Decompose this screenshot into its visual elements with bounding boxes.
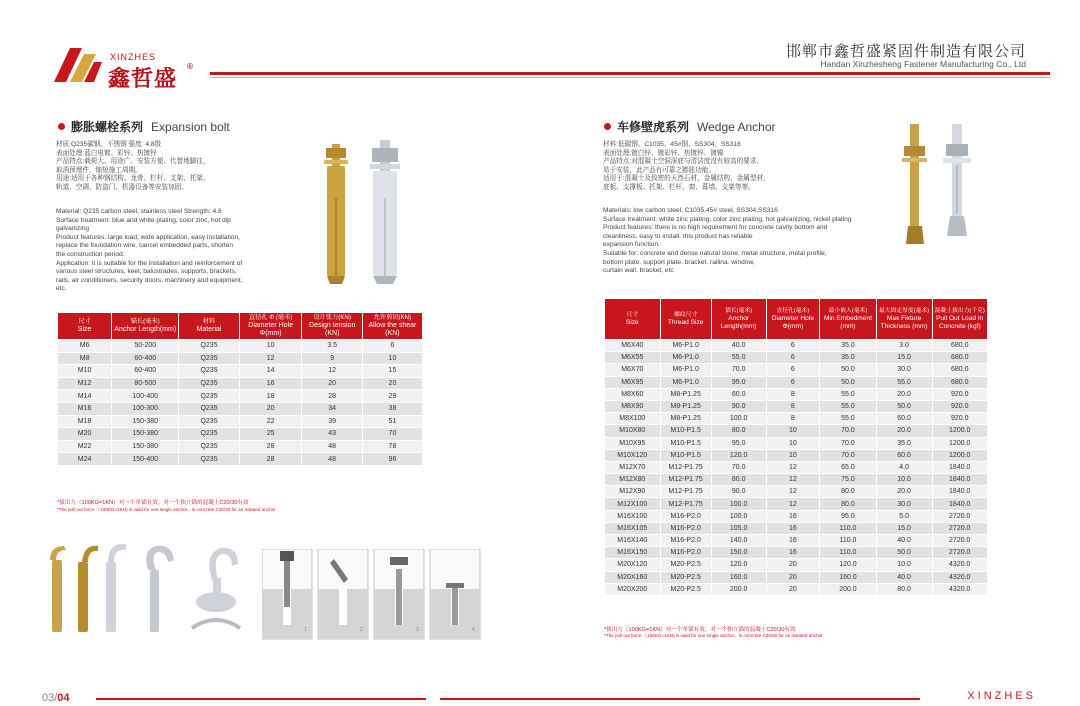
table-cell: M10: [58, 365, 112, 378]
table-cell: 3.5: [302, 340, 362, 353]
table-cell: 2720.0: [932, 547, 988, 559]
table-header-row: [58, 313, 423, 340]
table-cell: 15.0: [876, 522, 932, 534]
table-cell: Q235: [179, 415, 240, 428]
table-cell: 2720.0: [932, 510, 988, 522]
table-row: [605, 340, 988, 352]
table-cell: 200.0: [711, 583, 766, 595]
table-cell: 28: [239, 440, 302, 453]
table-row: [58, 377, 423, 390]
table-cell: 40.0: [876, 571, 932, 583]
table-cell: Q235: [179, 453, 240, 466]
table-cell: 28: [239, 453, 302, 466]
table-cell: 40.0: [711, 340, 766, 352]
table-cell: 55.0: [820, 388, 877, 400]
table-row: [605, 571, 988, 583]
table-cell: 12: [766, 474, 820, 486]
table-cell: M12-P1.75: [660, 474, 711, 486]
table-cell: 4.0: [876, 461, 932, 473]
table-row: [605, 376, 988, 388]
table-cell: M22: [58, 440, 112, 453]
table-cell: M10X80: [605, 425, 661, 437]
table-cell: M16X150: [605, 547, 661, 559]
table-cell: M16-P2.0: [660, 547, 711, 559]
table-cell: M16: [58, 402, 112, 415]
table-row: [605, 498, 988, 510]
table-cell: M6-P1.0: [660, 364, 711, 376]
table-row: [605, 352, 988, 364]
table-cell: 200.0: [820, 583, 877, 595]
table-cell: M20X120: [605, 559, 661, 571]
table-cell: 120.0: [711, 449, 766, 461]
col-header-material: 材料 Material: [179, 313, 240, 340]
table-cell: 8: [766, 413, 820, 425]
table-cell: 12: [766, 486, 820, 498]
table-cell: 1840.0: [932, 461, 988, 473]
wedge-anchor-title-en: Wedge Anchor: [697, 120, 776, 134]
table-cell: 150.0: [711, 547, 766, 559]
table-cell: 50.0: [820, 364, 877, 376]
table-cell: Q235: [179, 402, 240, 415]
table-cell: 105.0: [711, 522, 766, 534]
table-cell: 80-500: [112, 377, 179, 390]
table-cell: M10-P1.5: [660, 425, 711, 437]
table-cell: Q235: [179, 390, 240, 403]
table-cell: 96: [362, 453, 422, 466]
header-divider: [210, 72, 1050, 75]
table-cell: 8: [766, 400, 820, 412]
footer-brand: XINZHES: [967, 690, 1036, 702]
table-row: [605, 413, 988, 425]
table-cell: M8-P1.25: [660, 388, 711, 400]
table-cell: M6: [58, 340, 112, 353]
table-cell: 55.0: [820, 413, 877, 425]
table-cell: 3.0: [876, 340, 932, 352]
table-cell: 22: [239, 415, 302, 428]
table-cell: M16X105: [605, 522, 661, 534]
table-cell: 100-400: [112, 390, 179, 403]
company-name-chinese: 邯郸市鑫哲盛紧固件制造有限公司: [785, 42, 1026, 60]
table-cell: 43: [302, 428, 362, 441]
table-cell: M14: [58, 390, 112, 403]
table-cell: 55.0: [820, 400, 877, 412]
wedge-anchor-description-en: Materials: low carbon steel, C1035,45# steel, SS304,SS316 Surface treatment: white zinc plating, color zinc plating, hot galvanizing, nickel plating Product features: there is no high requirement for concrete cavity bottom and cleanliness. easy to install. this product has reliable expansion function. Suitable for: concrete and dense natural stone. metal structure, metal profile, bottom plate. support plate. bracket. railina. window, curtain wall. bracket, etc: [603, 207, 852, 275]
table-row: [58, 365, 423, 378]
table-cell: 50.0: [820, 376, 877, 388]
table-cell: 20: [239, 402, 302, 415]
table-cell: 100-300: [112, 402, 179, 415]
table-row: [605, 486, 988, 498]
table-cell: 16: [766, 535, 820, 547]
table-cell: M12-P1.75: [660, 461, 711, 473]
table-cell: M16X140: [605, 535, 661, 547]
table-cell: 9: [302, 352, 362, 365]
table-row: [58, 428, 423, 441]
table-cell: 40.0: [876, 535, 932, 547]
table-cell: 4320.0: [932, 583, 988, 595]
table-cell: 16: [239, 377, 302, 390]
table-cell: 1840.0: [932, 498, 988, 510]
logo-english: XINZHES: [110, 52, 157, 62]
table-cell: 6: [362, 340, 422, 353]
table-cell: 2720.0: [932, 522, 988, 534]
logo-chinese: 鑫哲盛: [108, 67, 178, 92]
table-cell: M8-P1.25: [660, 413, 711, 425]
table-cell: 55.0: [711, 352, 766, 364]
table-cell: 10: [766, 425, 820, 437]
table-cell: 4320.0: [932, 559, 988, 571]
table-cell: 20.0: [876, 486, 932, 498]
table-cell: 680.0: [932, 364, 988, 376]
pull-out-note-en: *The pull out force （100KG=1KN) is valid for one single anchor。in concrete C20/30 for an isolated anchor: [57, 507, 276, 512]
footer-divider: [96, 698, 426, 700]
col-header-pull-out-load: 混凝土拔出力(千克) Pull Out Load In Concrete (kgf): [932, 299, 988, 340]
table-cell: M12-P1.75: [660, 498, 711, 510]
table-cell: 1840.0: [932, 474, 988, 486]
table-cell: 100.0: [711, 413, 766, 425]
table-cell: 16: [766, 522, 820, 534]
table-cell: 100.0: [711, 498, 766, 510]
table-cell: 20: [362, 377, 422, 390]
table-cell: 6: [766, 352, 820, 364]
table-cell: 95.0: [711, 437, 766, 449]
company-name-english: Handan Xinzhesheng Fastener Manufacturing Co., Ltd: [820, 59, 1026, 69]
table-cell: 20: [766, 571, 820, 583]
table-row: [605, 461, 988, 473]
table-cell: 48: [302, 453, 362, 466]
table-cell: M12-P1.75: [660, 486, 711, 498]
table-cell: M8X60: [605, 388, 661, 400]
table-cell: M12X70: [605, 461, 661, 473]
table-cell: 51: [362, 415, 422, 428]
col-header-diameter-hole: 直径孔 Φ (毫米) Diameter Hole Φ(mm): [239, 313, 302, 340]
col-header-max-fixture: 最大固定厚度(毫米) Max Fixture Thickness (mm): [876, 299, 932, 340]
table-cell: 60.0: [711, 388, 766, 400]
col-header-size: 尺寸 Size: [605, 299, 661, 340]
col-header-min-embedment: 最小嵌入(毫米) Min Embedment (mm): [820, 299, 877, 340]
table-cell: 5.0: [876, 510, 932, 522]
table-cell: 150-380: [112, 415, 179, 428]
table-cell: 60.0: [876, 413, 932, 425]
table-cell: 35.0: [820, 340, 877, 352]
table-row: [605, 449, 988, 461]
table-cell: Q235: [179, 365, 240, 378]
table-cell: 2720.0: [932, 535, 988, 547]
table-cell: M10X95: [605, 437, 661, 449]
table-cell: M6-P1.0: [660, 340, 711, 352]
table-cell: M16-P2.0: [660, 522, 711, 534]
table-cell: 18: [239, 390, 302, 403]
table-row: [605, 474, 988, 486]
table-cell: Q235: [179, 352, 240, 365]
table-cell: M16-P2.0: [660, 510, 711, 522]
table-cell: 30.0: [876, 364, 932, 376]
table-cell: 60.0: [876, 449, 932, 461]
table-cell: M16X100: [605, 510, 661, 522]
table-cell: 150-380: [112, 428, 179, 441]
pull-out-note-cn: *拔出力（100KG=1KN）对一个单锚有效。对一个独立锚的混凝土C20/30有效: [604, 627, 796, 633]
table-cell: 80.0: [876, 583, 932, 595]
table-cell: 75.0: [820, 474, 877, 486]
table-cell: M12X90: [605, 486, 661, 498]
table-cell: 55.0: [876, 376, 932, 388]
table-cell: 29: [362, 390, 422, 403]
wedge-anchor-description-cn: 材料:低碳钢、C1035、45#钢、SS304、SS316 表面处理:镀白锌、镀彩锌、热镀锌、镀镍 产品特点:对混凝土空洞深底与清洁度没有较高的要求, 易于安装，此产品有可靠之膨胀功能。 适用于:混凝土及致密的天然石材，金属结构，金属型材， 底板、支撑板、托架、栏杆、窗、幕墙、支架等等。: [603, 141, 770, 191]
table-cell: M12X100: [605, 498, 661, 510]
table-cell: 35.0: [876, 437, 932, 449]
table-cell: 4320.0: [932, 571, 988, 583]
table-cell: 70: [362, 428, 422, 441]
table-cell: 15: [362, 365, 422, 378]
step-number: 3: [416, 627, 419, 633]
table-cell: Q235: [179, 428, 240, 441]
table-cell: 1840.0: [932, 486, 988, 498]
table-cell: 920.0: [932, 413, 988, 425]
table-cell: M10X120: [605, 449, 661, 461]
table-cell: M8-P1.25: [660, 400, 711, 412]
table-cell: M12X80: [605, 474, 661, 486]
pull-out-note-cn: *拔出力（100KG=1KN）对一个单锚有效。对一个独立锚的混凝土C20/30有效: [57, 500, 249, 506]
table-cell: M6X55: [605, 352, 661, 364]
table-cell: 65.0: [820, 461, 877, 473]
table-cell: M16-P2.0: [660, 535, 711, 547]
expansion-bolt-heading: [58, 118, 230, 135]
col-header-diameter-hole: 直径孔(毫米) Diameter Hole Φ(mm): [766, 299, 820, 340]
table-cell: 8: [766, 388, 820, 400]
table-cell: 14: [239, 365, 302, 378]
table-cell: 70.0: [820, 449, 877, 461]
table-cell: 12: [766, 498, 820, 510]
table-cell: 38: [362, 402, 422, 415]
table-cell: 1200.0: [932, 425, 988, 437]
table-cell: M10-P1.5: [660, 449, 711, 461]
table-row: [605, 547, 988, 559]
bullet-dot: [58, 123, 65, 130]
step-number: 2: [360, 627, 363, 633]
table-cell: 10: [766, 449, 820, 461]
table-cell: 6: [766, 364, 820, 376]
installation-steps-diagram: [262, 549, 484, 645]
wedge-anchor-heading: [604, 118, 776, 135]
table-cell: 70.0: [711, 364, 766, 376]
expansion-bolt-description-cn: 材质:Q235碳钢、不锈钢 强度: 4.8级 表面处理:蓝白电镀、彩锌、热镀锌 产品特点:载荷大、用途广、安装方便、代替地脚往， 取消预埋件，缩短施工周期。 用途:适用于各种钢结构、龙骨、栏杆、支架、托架、 轨道、空调、防盗门、机器设备等安装加固。: [56, 141, 210, 191]
table-cell: 680.0: [932, 340, 988, 352]
table-cell: 60-400: [112, 365, 179, 378]
table-cell: 15.0: [876, 352, 932, 364]
table-cell: 120.0: [711, 559, 766, 571]
table-cell: 140.0: [711, 535, 766, 547]
table-cell: M10-P1.5: [660, 437, 711, 449]
table-cell: 80.0: [820, 486, 877, 498]
table-cell: M8X100: [605, 413, 661, 425]
table-cell: 16: [766, 510, 820, 522]
table-cell: 20: [302, 377, 362, 390]
table-cell: 28: [302, 390, 362, 403]
table-cell: 20: [766, 559, 820, 571]
table-cell: M6-P1.0: [660, 376, 711, 388]
table-row: [58, 453, 423, 466]
table-cell: M20X160: [605, 571, 661, 583]
table-cell: 60-400: [112, 352, 179, 365]
table-cell: 10.0: [876, 559, 932, 571]
table-cell: 10: [766, 437, 820, 449]
table-cell: 680.0: [932, 352, 988, 364]
table-cell: M6X70: [605, 364, 661, 376]
table-cell: 680.0: [932, 376, 988, 388]
table-row: [58, 340, 423, 353]
table-cell: 150-400: [112, 453, 179, 466]
logo-mark-icon: [52, 44, 104, 84]
table-cell: 150-380: [112, 440, 179, 453]
table-cell: 20.0: [876, 425, 932, 437]
table-row: [58, 402, 423, 415]
table-cell: M20X200: [605, 583, 661, 595]
table-cell: Q235: [179, 340, 240, 353]
table-cell: M6X40: [605, 340, 661, 352]
bullet-dot: [604, 123, 611, 130]
table-row: [605, 583, 988, 595]
col-header-thread-size: 螺纹尺寸 Thread Size: [660, 299, 711, 340]
header-divider-thin: [210, 77, 1050, 78]
table-cell: M8: [58, 352, 112, 365]
col-header-anchor-length: 锚长(毫米) Anchor Length(mm): [112, 313, 179, 340]
table-row: [605, 535, 988, 547]
table-cell: 78: [362, 440, 422, 453]
table-cell: 48: [302, 440, 362, 453]
expansion-bolt-photo: [318, 138, 418, 292]
table-cell: 160.0: [711, 571, 766, 583]
table-header-row: [605, 299, 988, 340]
table-cell: 10: [239, 340, 302, 353]
table-cell: 6: [766, 340, 820, 352]
table-cell: 10.0: [876, 474, 932, 486]
table-cell: 25: [239, 428, 302, 441]
table-cell: 16: [766, 547, 820, 559]
table-cell: M20-P2.5: [660, 583, 711, 595]
table-row: [58, 440, 423, 453]
table-row: [605, 510, 988, 522]
table-row: [605, 425, 988, 437]
table-cell: 30.0: [876, 498, 932, 510]
table-cell: 39: [302, 415, 362, 428]
table-cell: 1200.0: [932, 449, 988, 461]
table-cell: 80.0: [820, 498, 877, 510]
table-cell: 920.0: [932, 388, 988, 400]
table-cell: M18: [58, 415, 112, 428]
expansion-bolt-description-en: Material: Q235 carbon steel, stainless steel Strength: 4.8 Surface treatment: blue and white plating, color zinc, hot dip galvanizing Product features: large load, wide application, easy installation, replace the foundation wire, cancel embedded parts, shorten the construction period. Application: it is suitable for the installation and reinforcement of various steel structures, keel, balustrades, supports, brackets, rails, air conditioners, security doors, machinery and equipment, etc.: [56, 208, 243, 293]
table-cell: 110.0: [820, 547, 877, 559]
table-cell: M20-P2.5: [660, 571, 711, 583]
col-header-anchor-length: 锚长(毫米) Anchor Length(mm): [711, 299, 766, 340]
table-cell: M6X95: [605, 376, 661, 388]
table-cell: 80.0: [711, 474, 766, 486]
table-cell: 35.0: [820, 352, 877, 364]
table-cell: M24: [58, 453, 112, 466]
table-cell: 20: [766, 583, 820, 595]
table-row: [605, 522, 988, 534]
logo-registered-mark: ®: [186, 62, 194, 71]
table-cell: 90.0: [711, 486, 766, 498]
table-row: [58, 352, 423, 365]
table-cell: M8X90: [605, 400, 661, 412]
table-cell: 90.0: [711, 400, 766, 412]
table-cell: 10: [362, 352, 422, 365]
table-cell: 920.0: [932, 400, 988, 412]
table-cell: 70.0: [820, 437, 877, 449]
table-cell: 50.0: [876, 547, 932, 559]
table-cell: 100.0: [711, 510, 766, 522]
table-cell: M20-P2.5: [660, 559, 711, 571]
table-cell: M12: [58, 377, 112, 390]
table-cell: 20.0: [876, 388, 932, 400]
table-cell: Q235: [179, 377, 240, 390]
table-cell: 50-200: [112, 340, 179, 353]
wedge-anchor-spec-table: [604, 298, 988, 596]
wedge-anchor-photo: [896, 122, 986, 256]
expansion-bolt-spec-table: [57, 312, 423, 466]
table-cell: 120.0: [820, 559, 877, 571]
col-header-allow-shear: 允许剪切(KN) Allow the shear (KN): [362, 313, 422, 340]
pull-out-note-en: *The pull out force （100KG=1KN) is valid for one single anchor。in concrete C20/30 for an isolated anchor: [604, 633, 823, 638]
footer-divider: [440, 698, 920, 700]
table-cell: 70.0: [711, 461, 766, 473]
table-cell: 95.0: [820, 510, 877, 522]
step-number: 4: [472, 627, 475, 633]
table-cell: 12: [239, 352, 302, 365]
wedge-anchor-title-cn: 车修壁虎系列: [617, 120, 690, 134]
col-header-design-tension: 设计张力(KN) Design tension (KN): [302, 313, 362, 340]
table-cell: 160.0: [820, 571, 877, 583]
bolt-variants-photo: [44, 540, 244, 644]
table-cell: 12: [302, 365, 362, 378]
table-cell: Q235: [179, 440, 240, 453]
col-header-size: 尺寸 Size: [58, 313, 112, 340]
table-cell: 34: [302, 402, 362, 415]
table-row: [605, 437, 988, 449]
table-cell: M20: [58, 428, 112, 441]
table-cell: 1200.0: [932, 437, 988, 449]
table-cell: 80.0: [711, 425, 766, 437]
table-row: [58, 390, 423, 403]
table-cell: 110.0: [820, 535, 877, 547]
step-number: 1: [304, 627, 307, 633]
table-row: [605, 400, 988, 412]
expansion-bolt-title-cn: 膨胀螺栓系列: [71, 120, 144, 134]
table-cell: 110.0: [820, 522, 877, 534]
table-cell: 50.0: [876, 400, 932, 412]
table-row: [605, 364, 988, 376]
table-row: [58, 415, 423, 428]
expansion-bolt-title-en: Expansion bolt: [151, 120, 230, 134]
table-cell: M6-P1.0: [660, 352, 711, 364]
table-cell: 12: [766, 461, 820, 473]
table-cell: 70.0: [820, 425, 877, 437]
table-row: [605, 559, 988, 571]
table-row: [605, 388, 988, 400]
table-cell: 95.0: [711, 376, 766, 388]
table-cell: 6: [766, 376, 820, 388]
page-number: 03/04: [42, 692, 70, 704]
